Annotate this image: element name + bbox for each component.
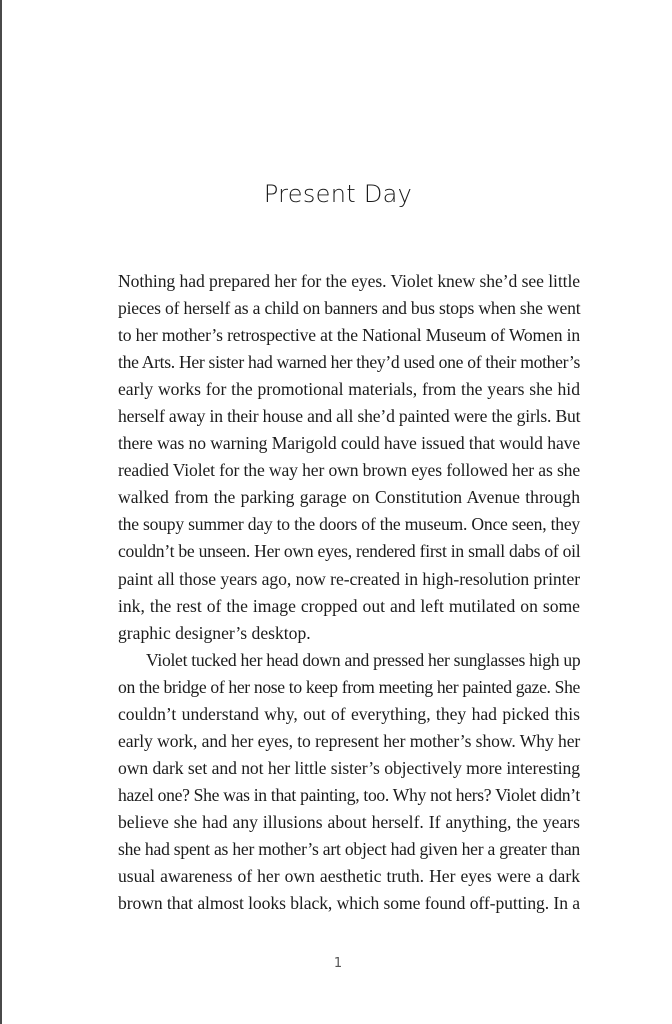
body-text (118, 268, 580, 917)
text-line: readied Violet for the way her own brown eyes followed her as she (118, 460, 580, 481)
text-line: she had spent as her mother’s art object had given her a greater than (118, 838, 580, 859)
text-line: usual awareness of her own aesthetic truth. Her eyes were a dark (118, 866, 580, 887)
text-line: believe she had any illusions about herself. If anything, the years (118, 811, 580, 832)
paragraph-1 (118, 268, 580, 647)
text-line: paint all those years ago, now re-created in high-resolution printer (118, 568, 581, 589)
text-line: graphic designer’s desktop. (118, 622, 311, 643)
text-line: ink, the rest of the image cropped out and left mutilated on some (118, 595, 580, 616)
chapter-title: Present Day (263, 180, 413, 208)
text-line: pieces of herself as a child on banners and bus stops when she went (118, 298, 581, 319)
text-line: couldn’t be unseen. Her own eyes, rendered first in small dabs of oil (118, 541, 581, 562)
text-line: the soupy summer day to the doors of the museum. Once seen, they (118, 514, 580, 535)
text-line: own dark set and not her little sister’s objectively more interesting (118, 757, 580, 778)
paragraph-2 (118, 647, 580, 917)
page-number: 1 (333, 956, 343, 971)
text-line: early works for the promotional materials, from the years she hid (118, 379, 580, 400)
text-line: on the bridge of her nose to keep from meeting her painted gaze. She (118, 676, 580, 697)
text-line: brown that almost looks black, which some found off-putting. In a (118, 893, 580, 914)
text-line: couldn’t understand why, out of everything, they had picked this (118, 703, 580, 724)
text-line: the Arts. Her sister had warned her they’d used one of their mother’s (118, 352, 580, 373)
text-line: there was no warning Marigold could have issued that would have (118, 433, 581, 454)
text-line: Nothing had prepared her for the eyes. Violet knew she’d see little (118, 271, 580, 291)
text-line: walked from the parking garage on Constitution Avenue through (118, 487, 580, 508)
text-line: herself away in their house and all she’d painted were the girls. But (118, 406, 581, 427)
text-line: Violet tucked her head down and pressed her sunglasses high up (146, 649, 581, 670)
text-line: hazel one? She was in that painting, too. Why not hers? Violet didn’t (118, 784, 580, 805)
text-line: to her mother’s retrospective at the National Museum of Women in (118, 325, 580, 346)
text-line: early work, and her eyes, to represent her mother’s show. Why her (118, 730, 581, 751)
